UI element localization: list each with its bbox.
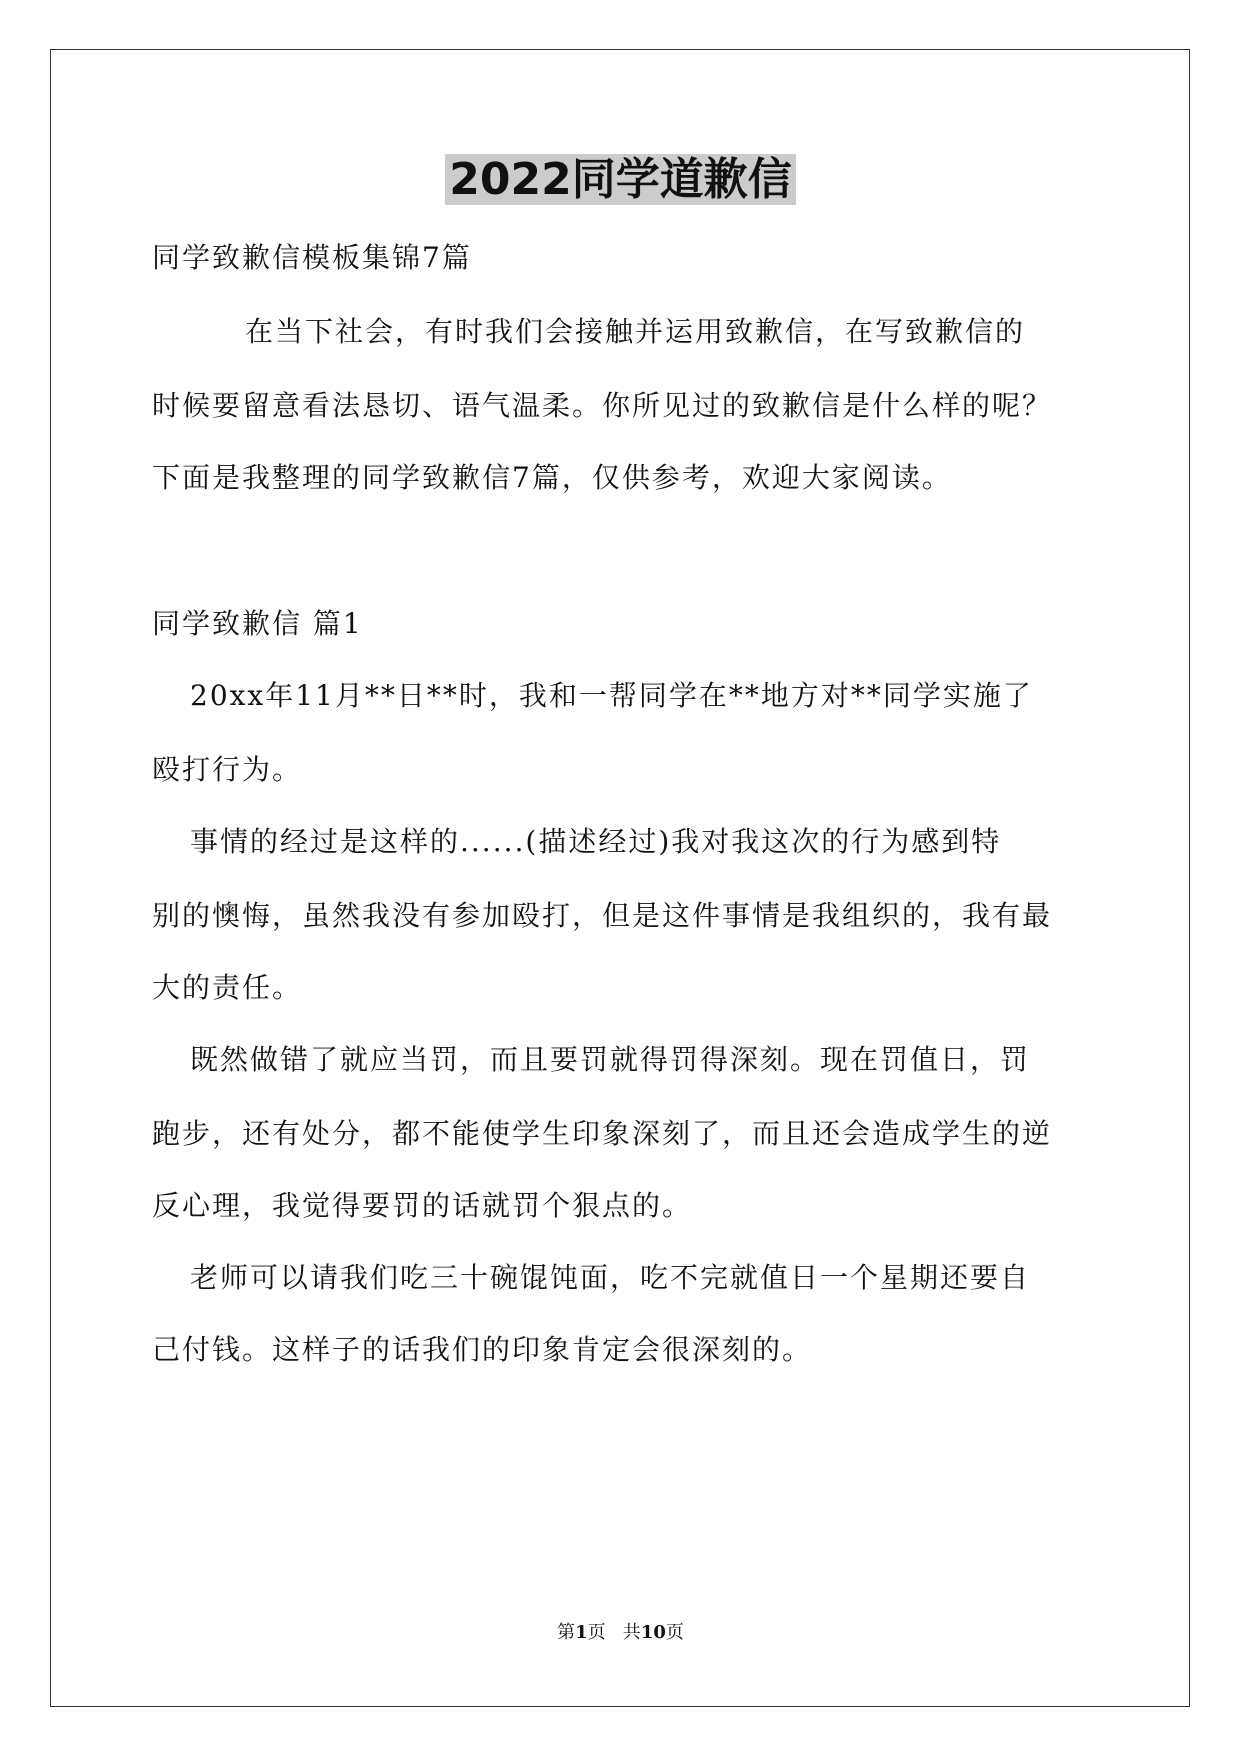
footer-page-mid: 页 共 bbox=[587, 1622, 641, 1643]
footer-page-prefix: 第 bbox=[557, 1622, 576, 1643]
paragraph-line: 殴打行为。 bbox=[152, 753, 303, 786]
footer-page-number: 1 bbox=[575, 1622, 588, 1643]
footer-page-suffix: 页 bbox=[665, 1622, 684, 1643]
paragraph-line: 大的责任。 bbox=[152, 971, 303, 1004]
footer-total-pages: 10 bbox=[640, 1622, 666, 1643]
section-heading: 同学致歉信 篇1 bbox=[152, 607, 363, 640]
paragraph-line: 既然做错了就应当罚，而且要罚就得罚得深刻。现在罚值日，罚 bbox=[190, 1043, 1031, 1076]
paragraph-line: 别的懊悔，虽然我没有参加殴打，但是这件事情是我组织的，我有最 bbox=[152, 899, 1053, 932]
page-footer bbox=[0, 1620, 1241, 1646]
paragraph-line: 老师可以请我们吃三十碗馄饨面，吃不完就值日一个星期还要自 bbox=[190, 1261, 1031, 1294]
paragraph-line: 跑步，还有处分，都不能使学生印象深刻了，而且还会造成学生的逆 bbox=[152, 1117, 1053, 1150]
paragraph-line: 己付钱。这样子的话我们的印象肯定会很深刻的。 bbox=[152, 1333, 813, 1366]
paragraph-line: 时候要留意看法恳切、语气温柔。你所见过的致歉信是什么样的呢？ bbox=[152, 389, 1053, 422]
page-border bbox=[50, 49, 1190, 1707]
paragraph-line: 下面是我整理的同学致歉信7篇，仅供参考，欢迎大家阅读。 bbox=[152, 461, 952, 494]
document-title bbox=[0, 148, 1241, 212]
paragraph-line: 反心理，我觉得要罚的话就罚个狠点的。 bbox=[152, 1189, 693, 1222]
document-title-text: 2022同学道歉信 bbox=[445, 154, 795, 205]
document-subtitle: 同学致歉信模板集锦7篇 bbox=[152, 241, 472, 274]
paragraph-line: 20xx年11月**日**时，我和一帮同学在**地方对**同学实施了 bbox=[190, 679, 1033, 712]
paragraph-line: 在当下社会，有时我们会接触并运用致歉信，在写致歉信的 bbox=[245, 315, 1026, 348]
paragraph-line: 事情的经过是这样的......(描述经过)我对我这次的行为感到特 bbox=[190, 825, 1002, 858]
